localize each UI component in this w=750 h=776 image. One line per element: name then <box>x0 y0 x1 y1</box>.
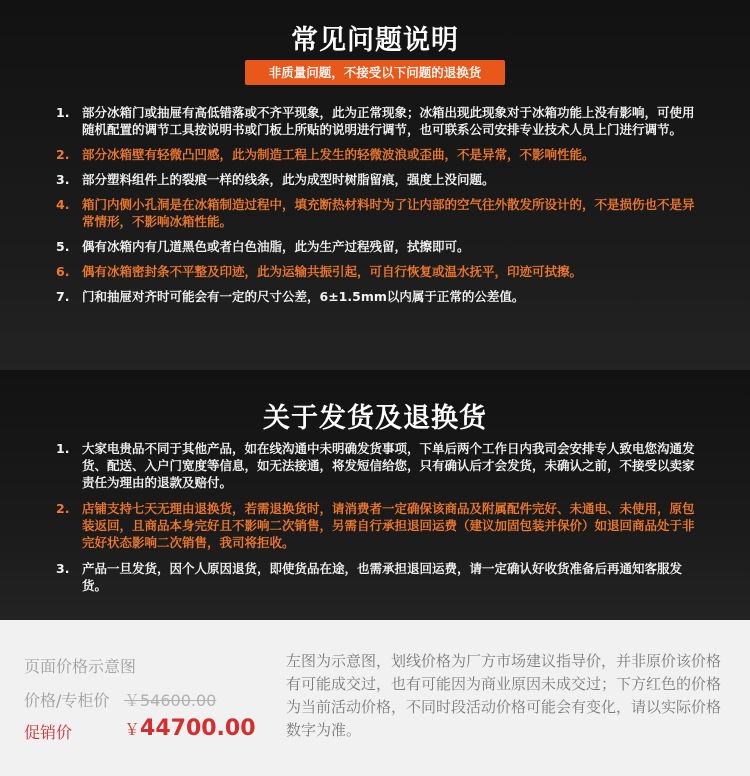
promo-currency: ￥ <box>124 720 141 739</box>
price-footer <box>0 620 750 776</box>
original-price: ￥54600.00 <box>124 691 217 710</box>
faq-item: 3. 部分塑料组件上的裂痕一样的线条，此为成型时树脂留痕，强度上没问题。 <box>56 172 495 187</box>
faq-title: 常见问题说明 <box>291 25 459 56</box>
faq-item: 7. 门和抽屉对齐时可能会有一定的尺寸公差，6±1.5mm以内属于正常的公差值。 <box>56 289 525 304</box>
faq-tag-banner: 非质量问题，不接受以下问题的退换货 <box>245 60 505 85</box>
faq-item: 4. 箱门内侧小孔洞是在冰箱制造过程中，填充断热材料时为了让内部的空气往外散发所设计的，不是损伤也不是异常情形，不影响冰箱性能。 <box>56 197 695 229</box>
shipping-item: 3. 产品一旦发货，因个人原因退货，即使货品在途，也需承担退回运费，请一定确认好收货准备后再通知客服发货。 <box>56 561 683 593</box>
faq-list <box>56 104 706 305</box>
price-caption: 页面价格示意图 <box>24 657 137 676</box>
shipping-item: 2. 店铺支持七天无理由退换货，若需退换货时，请消费者一定确保该商品及附属配件完好、未通电、未使用，原包装返回，且商品本身完好且不影响二次销售，另需自行承担退回运费（建议加固包装并保价）如退回商品处于非完好状态影响二次销售，我司将拒收。 <box>56 501 695 550</box>
price-note: 左图为示意图，划线价格为厂方市场建议指导价，并非原价该价格有可能成交过，也有可能因为商业原因未成交过；下方红色的价格为当前活动价格，不同时段活动价格可能会有变化，请以实际价格数字为准。 <box>286 652 722 739</box>
faq-section <box>0 0 750 370</box>
faq-item: 2. 部分冰箱壁有轻微凸凹感，此为制造工程上发生的轻微波浪或歪曲，不是异常，不影响性能。 <box>56 147 595 162</box>
faq-item: 6. 偶有冰箱密封条不平整及印迹，此为运输共振引起，可自行恢复或温水抚平，印迹可拭擦。 <box>56 264 583 279</box>
promo-price <box>124 716 256 741</box>
promo-label: 促销价 <box>24 723 73 742</box>
shipping-section <box>0 370 750 620</box>
price-label: 价格/专柜价 <box>24 691 110 710</box>
faq-item: 5. 偶有冰箱内有几道黑色或者白色油脂，此为生产过程残留，拭擦即可。 <box>56 239 470 254</box>
promo-amount: 44700.00 <box>140 716 256 741</box>
shipping-title: 关于发货及退换货 <box>263 403 487 434</box>
shipping-list <box>56 440 706 594</box>
shipping-item: 1. 大家电贵品不同于其他产品，如在线沟通中未明确发货事项，下单后两个工作日内我司会安排专人致电您沟通发货、配送、入户门宽度等信息，如无法接通，将发短信给您，只有确认后才会发货，未确认之前，不接受以卖家责任为理由的退款及赔付。 <box>56 441 695 490</box>
faq-item: 1. 部分冰箱门或抽屉有高低错落或不齐平现象，此为正常现象；冰箱出现此现象对于冰箱功能上没有影响，可使用随机配置的调节工具按说明书或门板上所贴的说明进行调节，也可联系公司安排专业技术人员上门进行调节。 <box>56 105 695 137</box>
